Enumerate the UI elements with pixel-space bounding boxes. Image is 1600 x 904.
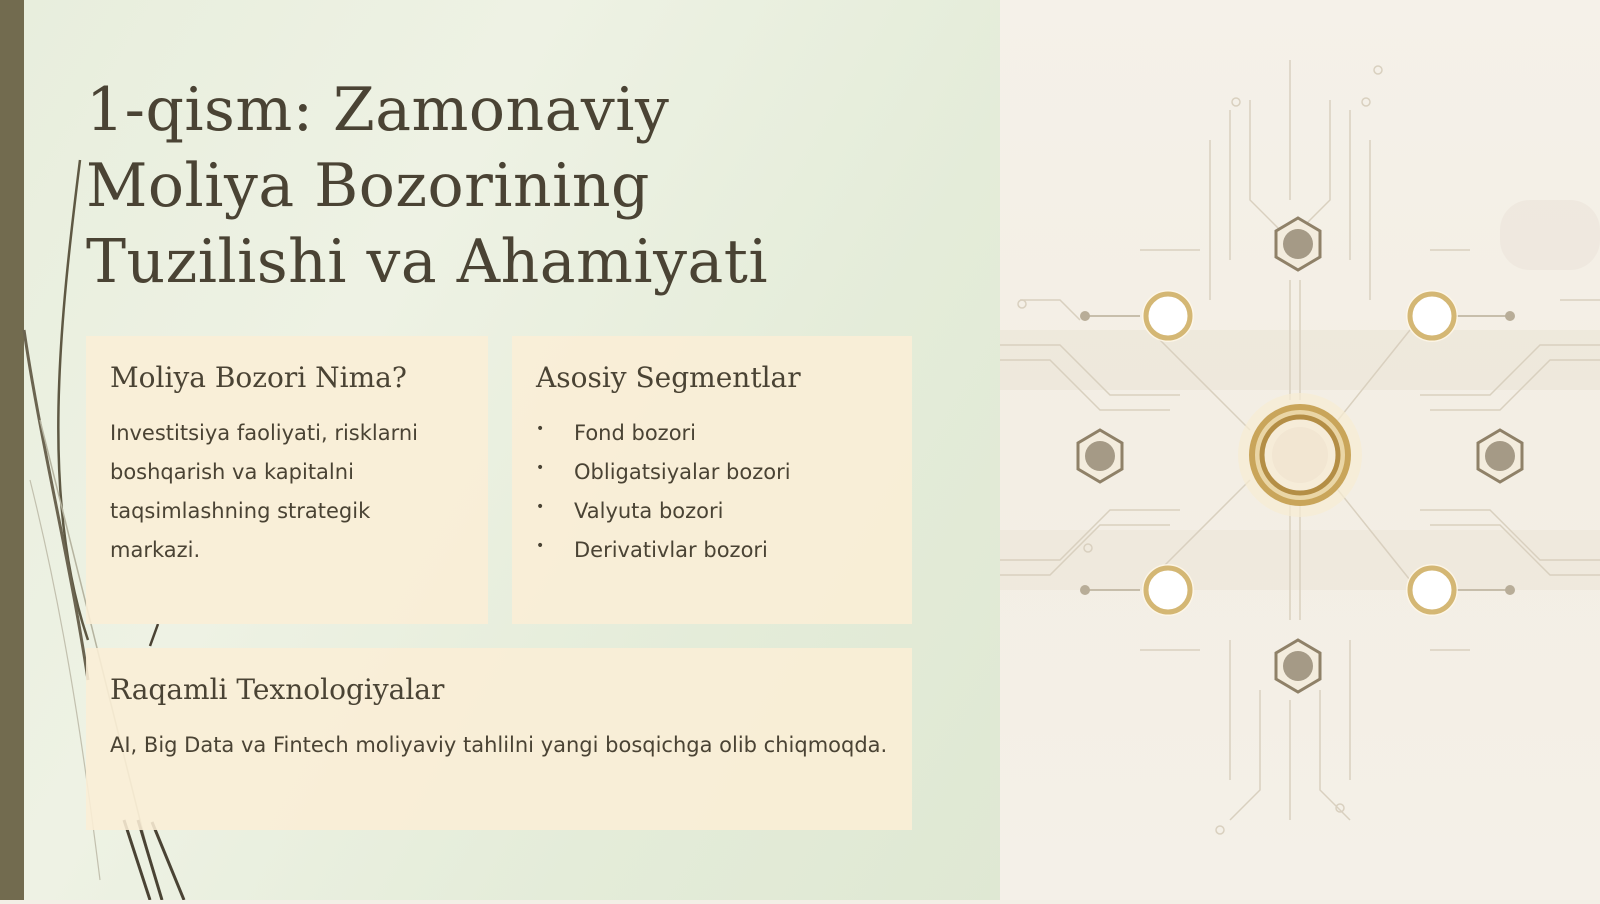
central-hub [1238,393,1362,517]
bullet-icon: • [536,499,545,515]
card-digital-technologies [86,648,912,830]
bullet-icon: • [536,460,545,476]
card-main-segments [512,336,912,624]
card-heading: Moliya Bozori Nima? [110,361,407,394]
hex-node-bottom [1276,640,1320,692]
segment-list [536,414,888,570]
circuit-network-illustration [1000,0,1600,900]
slide-title: 1-qism: Zamonaviy Moliya Bozorining Tuzilishi va Ahamiyati [86,75,769,297]
hex-node-top [1276,218,1320,270]
hex-node-right [1478,430,1522,482]
hex-node-left [1078,430,1122,482]
card-heading: Raqamli Texnologiyalar [110,673,445,706]
card-heading: Asosiy Segmentlar [536,361,801,394]
list-item: • Fond bozori [536,414,888,453]
list-item: • Valyuta bozori [536,492,888,531]
bullet-icon: • [536,421,545,437]
list-item: • Obligatsiyalar bozori [536,453,888,492]
card-body: Investitsiya faoliyati, risklarni boshqarish va kapitalni taqsimlashning strategik markazi. [110,421,419,562]
card-body: AI, Big Data va Fintech moliyaviy tahlilni yangi bosqichga olib chiqmoqda. [110,733,888,757]
card-what-is-financial-market [86,336,488,624]
bullet-icon: • [536,538,545,554]
list-item: • Derivativlar bozori [536,531,888,570]
